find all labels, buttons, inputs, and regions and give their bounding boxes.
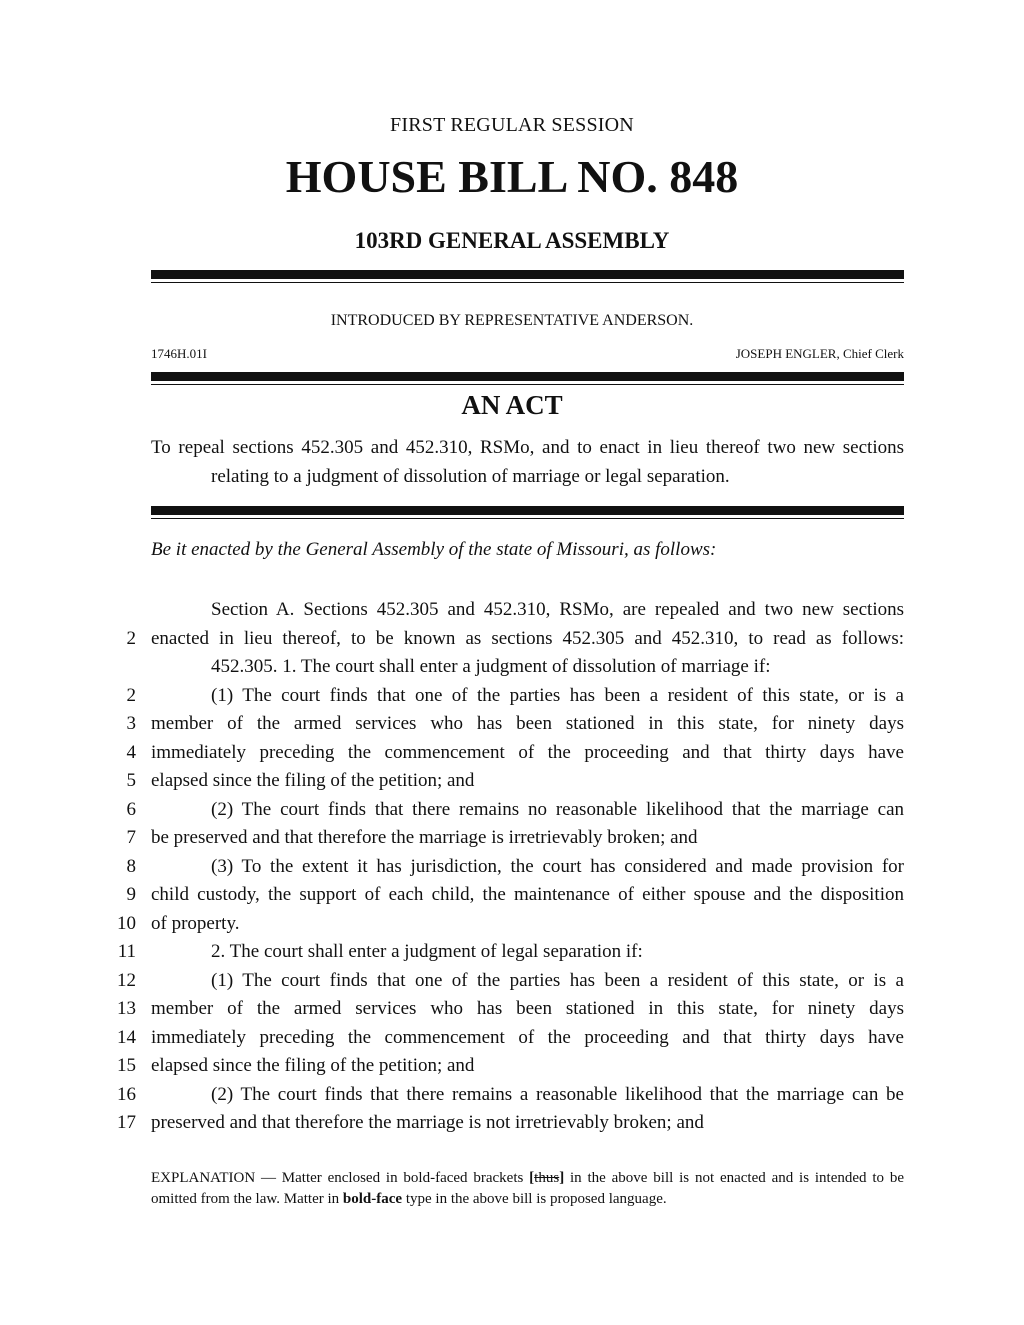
header-rule-thick [151, 270, 904, 279]
explanation-note [151, 1168, 904, 1210]
bill-line [0, 625, 1024, 654]
bill-body [0, 596, 1024, 1138]
enacting-clause: Be it enacted by the General Assembly of the state of Missouri, as follows: [151, 539, 717, 560]
line-number: 14 [117, 1026, 136, 1048]
line-text: (3) To the extent it has jurisdiction, the court has considered and made provision for [211, 855, 904, 877]
introduced-by: INTRODUCED BY REPRESENTATIVE ANDERSON. [330, 312, 694, 329]
line-text: (1) The court finds that one of the parties has been a resident of this state, or is a [211, 684, 904, 706]
explanation-text-1: EXPLANATION — Matter enclosed in bold-faced brackets [151, 1170, 530, 1186]
bracket-open: [ [529, 1170, 535, 1186]
act-rule-thick [151, 372, 904, 381]
purpose-rule-thick [151, 506, 904, 515]
session-label: FIRST REGULAR SESSION [390, 114, 634, 136]
bill-line [0, 881, 1024, 910]
line-text: (2) The court finds that there remains a reasonable likelihood that the marriage can be [211, 1083, 904, 1105]
act-purpose-line-2: relating to a judgment of dissolution of marriage or legal separation. [211, 466, 730, 487]
bill-line [0, 1081, 1024, 1110]
line-text: be preserved and that therefore the marriage is irretrievably broken; and [151, 827, 698, 848]
bill-line [0, 1052, 1024, 1081]
line-number: 8 [126, 855, 136, 877]
bill-line [0, 739, 1024, 768]
line-text: (1) The court finds that one of the parties has been a resident of this state, or is a [211, 969, 904, 991]
bold-face-term: bold-face [342, 1191, 403, 1207]
line-number: 5 [126, 770, 136, 791]
chief-clerk: JOSEPH ENGLER, Chief Clerk [735, 346, 904, 361]
bracket-close: ] [559, 1170, 565, 1186]
line-text: elapsed since the filing of the petition; and [151, 1055, 475, 1076]
line-number: 17 [117, 1112, 136, 1133]
line-number: 6 [126, 798, 136, 820]
line-number: 7 [126, 827, 136, 848]
bill-line [0, 653, 1024, 682]
assembly-label: 103RD GENERAL ASSEMBLY [354, 228, 670, 253]
line-number: 3 [126, 713, 136, 734]
line-number: 15 [117, 1055, 136, 1076]
line-text: member of the armed services who has been stationed in this state, for ninety days [151, 713, 904, 734]
explanation-text-2: in the above bill is not enacted and is intended to be omitted from the law. Matter in [151, 1170, 905, 1207]
line-text: Section A. Sections 452.305 and 452.310, RSMo, are repealed and two new sections [211, 599, 904, 620]
purpose-rule-thin [151, 518, 904, 519]
line-text: elapsed since the filing of the petition; and [151, 770, 475, 791]
bill-line [0, 682, 1024, 711]
line-number: 2 [126, 684, 136, 706]
bill-line [0, 938, 1024, 967]
line-number: 2 [126, 627, 136, 649]
bill-line [0, 853, 1024, 882]
line-number: 10 [117, 912, 136, 934]
line-text: of property. [151, 912, 240, 934]
struck-example: thus [534, 1170, 560, 1186]
line-text: immediately preceding the commencement of the proceeding and that thirty days have [151, 1026, 904, 1048]
bill-line [0, 710, 1024, 739]
bill-line [0, 967, 1024, 996]
line-text: 2. The court shall enter a judgment of legal separation if: [211, 941, 643, 962]
bill-line [0, 1109, 1024, 1138]
line-number: 16 [117, 1083, 136, 1105]
bill-line [0, 767, 1024, 796]
document-code: 1746H.01I [151, 346, 207, 361]
bill-title: HOUSE BILL NO. 848 [285, 151, 739, 202]
line-text: member of the armed services who has been stationed in this state, for ninety days [151, 998, 904, 1019]
line-number: 12 [117, 969, 136, 991]
bill-line [0, 995, 1024, 1024]
line-text: preserved and that therefore the marriage is not irretrievably broken; and [151, 1112, 704, 1133]
explanation-text-3: type in the above bill is proposed language. [402, 1191, 667, 1207]
act-purpose-line-1: To repeal sections 452.305 and 452.310, RSMo, and to enact in lieu thereof two new sections [151, 437, 904, 458]
bill-line [0, 1024, 1024, 1053]
line-number: 9 [126, 884, 136, 905]
line-text: child custody, the support of each child, the maintenance of either spouse and the disposition [151, 884, 904, 905]
line-text: immediately preceding the commencement of the proceeding and that thirty days have [151, 741, 904, 763]
line-text: enacted in lieu thereof, to be known as sections 452.305 and 452.310, to read as follows: [151, 627, 904, 649]
line-text: 452.305. 1. The court shall enter a judgment of dissolution of marriage if: [211, 656, 771, 677]
line-number: 13 [117, 998, 136, 1019]
header-rule-thin [151, 282, 904, 283]
act-rule-thin [151, 384, 904, 385]
bill-line [0, 910, 1024, 939]
line-text: (2) The court finds that there remains no reasonable likelihood that the marriage can [211, 798, 904, 820]
act-title: AN ACT [461, 390, 563, 420]
bill-line [0, 596, 1024, 625]
line-number: 11 [117, 941, 136, 962]
line-number: 4 [126, 741, 136, 763]
bill-line [0, 824, 1024, 853]
bill-line [0, 796, 1024, 825]
